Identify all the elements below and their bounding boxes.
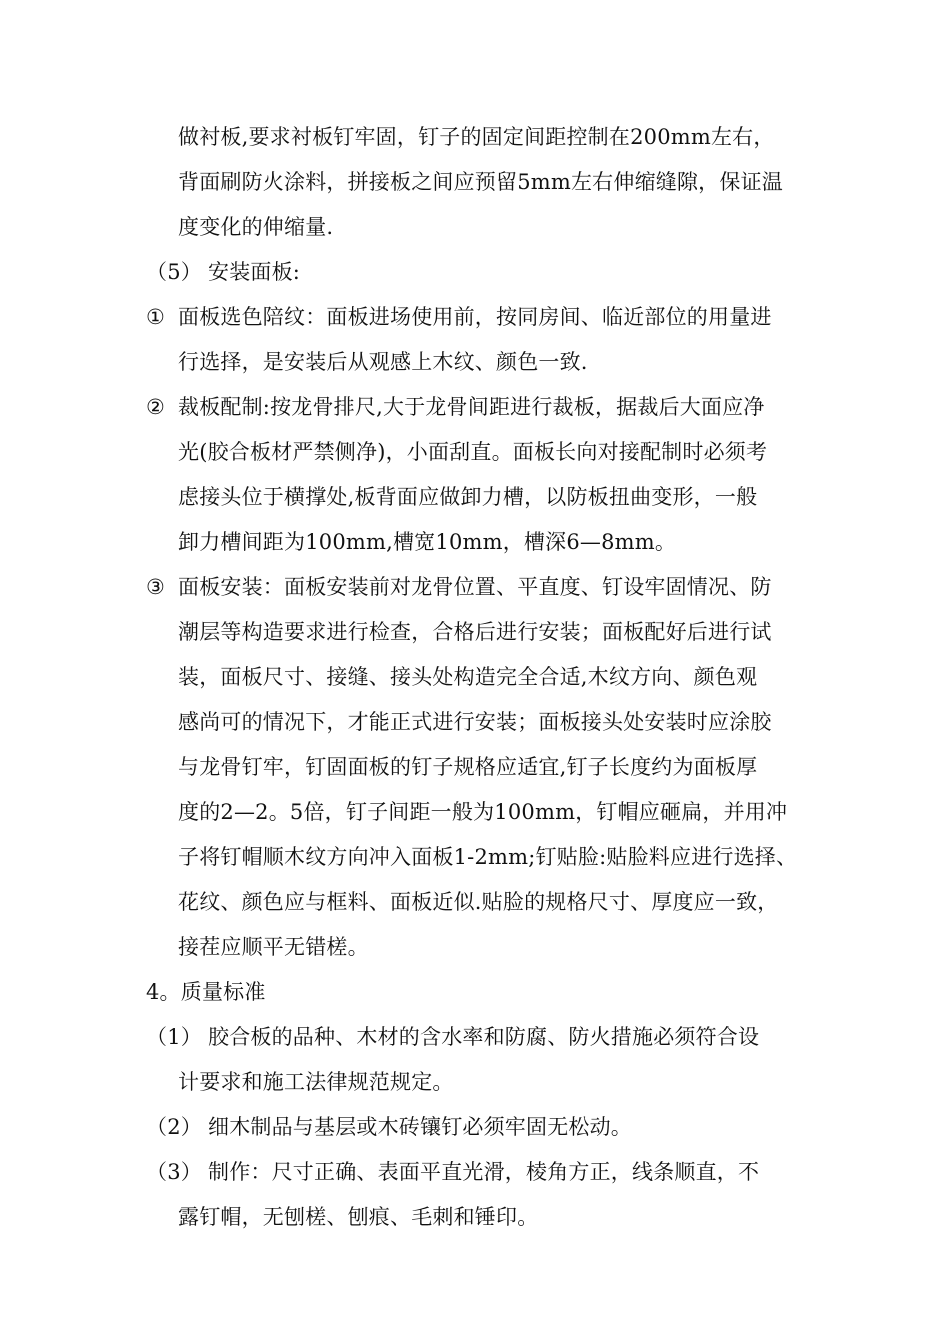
item-number: （2） bbox=[146, 1115, 202, 1139]
paragraph-line: 计要求和施工法律规范规定。 bbox=[178, 1070, 454, 1094]
item-number: ③ bbox=[146, 575, 166, 599]
paragraph-line: 潮层等构造要求进行检查，合格后进行安装；面板配好后进行试 bbox=[178, 620, 772, 644]
standard-item-3 bbox=[146, 1159, 759, 1185]
list-item-3 bbox=[146, 574, 772, 600]
paragraph-line: 光(胶合板材严禁侧净)，小面刮直。面板长向对接配制时必须考 bbox=[178, 440, 768, 464]
list-item-1 bbox=[146, 304, 772, 330]
item-text: 面板安装：面板安装前对龙骨位置、平直度、钉设牢固情况、防 bbox=[178, 575, 772, 599]
paragraph-line: 卸力槽间距为100mm,槽宽10mm，槽深6—8mm。 bbox=[178, 530, 677, 554]
section-heading-4: 4。质量标准 bbox=[146, 980, 266, 1004]
paragraph-line: 与龙骨钉牢，钉固面板的钉子规格应适宜,钉子长度约为面板厚 bbox=[178, 755, 758, 779]
item-text: 胶合板的品种、木材的含水率和防腐、防火措施必须符合设 bbox=[208, 1025, 760, 1049]
item-number: （5） bbox=[146, 260, 202, 284]
item-text: 细木制品与基层或木砖镶钉必须牢固无松动。 bbox=[208, 1115, 632, 1139]
standard-item-1 bbox=[146, 1024, 759, 1050]
standard-item-2 bbox=[146, 1114, 632, 1140]
paragraph-line: 子将钉帽顺木纹方向冲入面板1-2mm;钉贴脸:贴脸料应进行选择、 bbox=[178, 845, 798, 869]
item-text: 制作：尺寸正确、表面平直光滑，棱角方正，线条顺直，不 bbox=[208, 1160, 760, 1184]
item-number: （1） bbox=[146, 1025, 202, 1049]
section-heading-5 bbox=[146, 259, 300, 285]
paragraph-line: 做衬板,要求衬板钉牢固，钉子的固定间距控制在200mm左右， bbox=[178, 125, 775, 149]
item-number: ② bbox=[146, 395, 166, 419]
item-number: ① bbox=[146, 305, 166, 329]
paragraph-line: 行选择，是安装后从观感上木纹、颜色一致. bbox=[178, 350, 588, 374]
paragraph-line: 背面刷防火涂料，拼接板之间应预留5mm左右伸缩缝隙，保证温 bbox=[178, 170, 783, 194]
paragraph-line: 露钉帽，无刨槎、刨痕、毛刺和锤印。 bbox=[178, 1205, 539, 1229]
list-item-2 bbox=[146, 394, 765, 420]
paragraph-line: 度变化的伸缩量. bbox=[178, 215, 334, 239]
heading-text: 安装面板: bbox=[208, 260, 301, 284]
item-text: 裁板配制:按龙骨排尺,大于龙骨间距进行裁板，据裁后大面应净 bbox=[178, 395, 765, 419]
item-text: 面板选色陪纹：面板进场使用前，按同房间、临近部位的用量进 bbox=[178, 305, 772, 329]
paragraph-line: 装，面板尺寸、接缝、接头处构造完全合适,木纹方向、颜色观 bbox=[178, 665, 758, 689]
item-number: （3） bbox=[146, 1160, 202, 1184]
paragraph-line: 接茬应顺平无错槎。 bbox=[178, 935, 369, 959]
paragraph-line: 度的2—2。5倍，钉子间距一般为100mm，钉帽应砸扁，并用冲 bbox=[178, 800, 788, 824]
paragraph-line: 花纹、颜色应与框料、面板近似.贴脸的规格尺寸、厚度应一致， bbox=[178, 890, 779, 914]
paragraph-line: 感尚可的情况下，才能正式进行安装；面板接头处安装时应涂胶 bbox=[178, 710, 772, 734]
paragraph-line: 虑接头位于横撑处,板背面应做卸力槽，以防板扭曲变形，一般 bbox=[178, 485, 758, 509]
